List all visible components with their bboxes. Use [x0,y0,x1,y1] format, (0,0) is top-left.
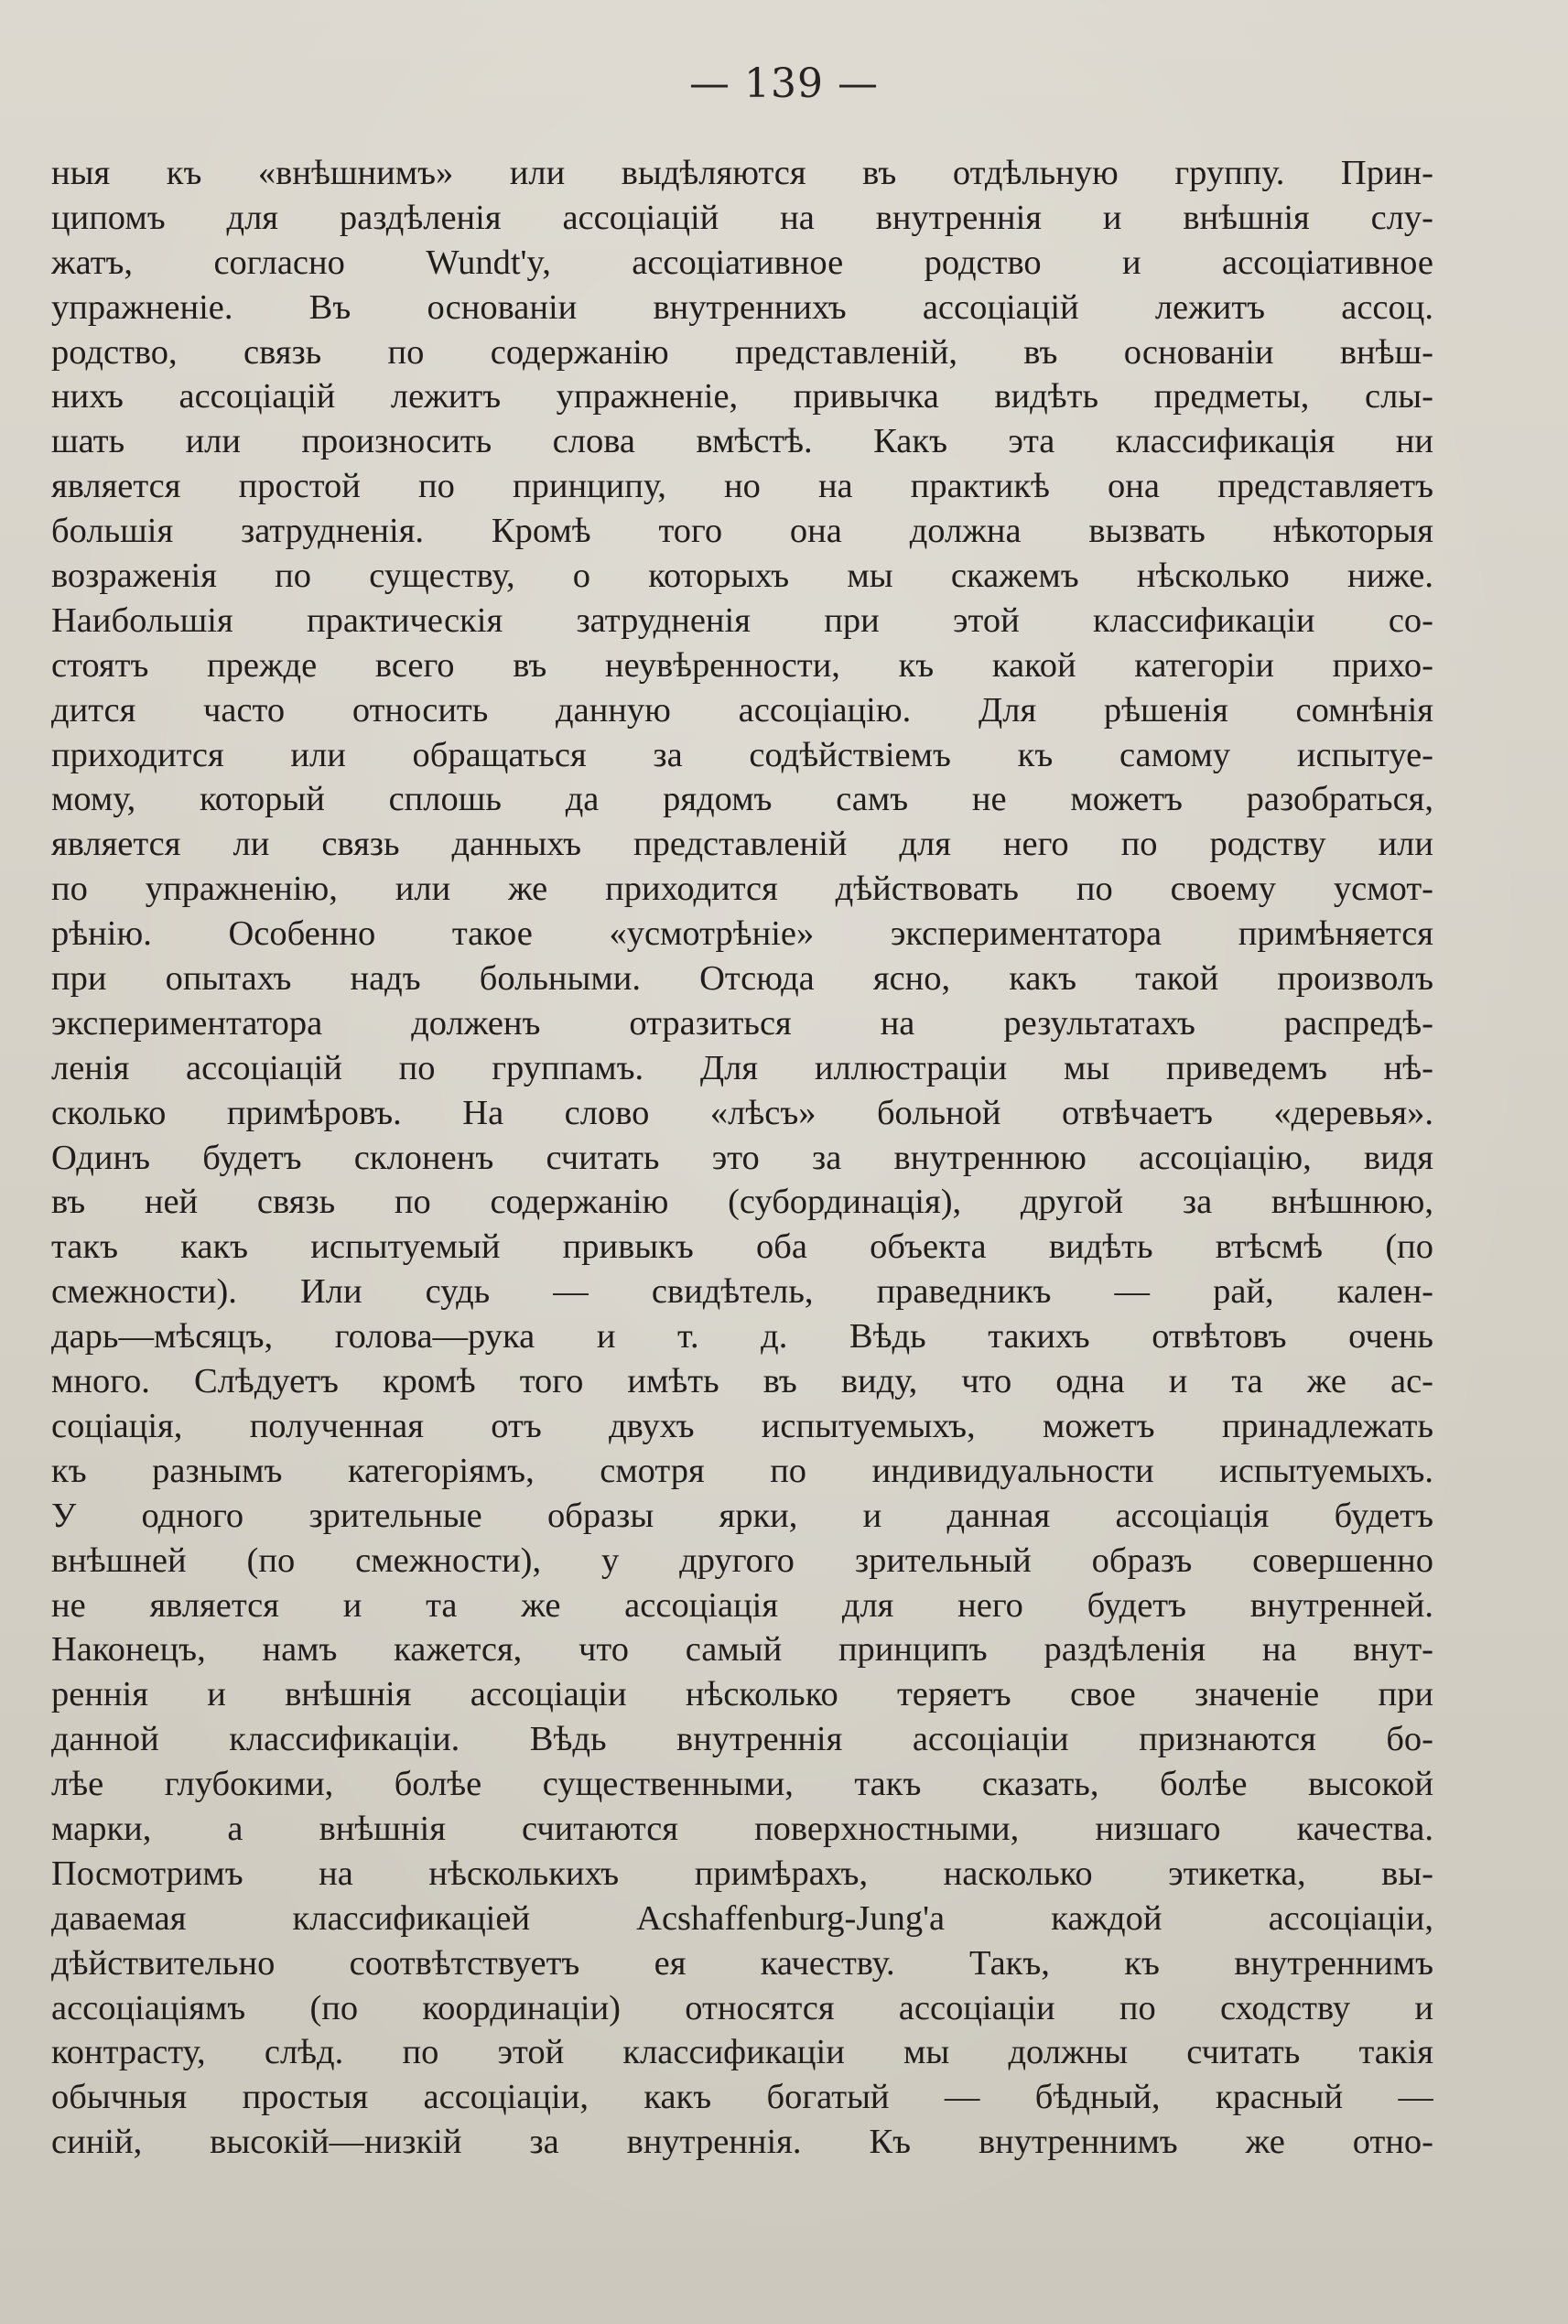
text-line: родство, связь по содержанію представленій, въ основаніи внѣш- [51,332,1433,372]
text-line: реннія и внѣшнія ассоціаціи нѣсколько теряетъ свое значеніе при [51,1675,1433,1714]
text-line: синій, высокій—низкій за внутреннія. Къ внутреннимъ же отно- [51,2123,1433,2162]
text-line: является ли связь данныхъ представленій для него по родству или [51,825,1433,864]
text-line: ципомъ для раздѣленія ассоціацій на внутреннія и внѣшнія слу- [51,198,1433,237]
text-line: приходится или обращаться за содѣйствіемъ къ самому испытуе- [51,735,1433,774]
page-number: — 139 — [689,60,879,107]
text-line: марки, а внѣшнія считаются поверхностными, низшаго качества. [51,1809,1433,1848]
text-line: нихъ ассоціацій лежитъ упражненіе, привычка видѣть предметы, слы- [51,377,1433,416]
text-line: обычныя простыя ассоціаціи, какъ богатый — бѣдный, красный — [51,2078,1433,2117]
text-line: даваемая классификаціей Acshaffenburg-Jung'a каждой ассоціаціи, [51,1898,1433,1938]
text-line: стоятъ прежде всего въ неувѣренности, къ какой категоріи прихо- [51,645,1433,685]
text-line: сколько примѣровъ. На слово «лѣсъ» больной отвѣчаетъ «деревья». [51,1093,1433,1132]
text-line: въ ней связь по содержанію (субординація), другой за внѣшнюю, [51,1183,1433,1222]
text-line: Одинъ будетъ склоненъ считать это за внутреннюю ассоціацію, видя [51,1138,1433,1177]
text-line: внѣшней (по смежности), у другого зрительный образъ совершенно [51,1540,1433,1580]
text-line: къ разнымъ категоріямъ, смотря по индивидуальности испытуемыхъ. [51,1451,1433,1490]
text-line: Наконецъ, намъ кажется, что самый принципъ раздѣленія на внут- [51,1630,1433,1670]
page-body-text [51,151,1433,2165]
text-line: является простой по принципу, но на практикѣ она представляетъ [51,467,1433,506]
text-line: ассоціаціямъ (по координаціи) относятся ассоціаціи по сходству и [51,1988,1433,2027]
text-line: рѣнію. Особенно такое «усмотрѣніе» экспериментатора примѣняется [51,914,1433,954]
text-line: экспериментатора долженъ отразиться на результатахъ распредѣ- [51,1003,1433,1043]
text-line: У одного зрительные образы ярки, и данная ассоціація будетъ [51,1496,1433,1535]
text-line: дится часто относить данную ассоціацію. Для рѣшенія сомнѣнія [51,690,1433,730]
text-line: смежности). Или судь — свидѣтель, праведникъ — рай, кален- [51,1272,1433,1312]
text-line: ныя къ «внѣшнимъ» или выдѣляются въ отдѣльную группу. Прин- [51,154,1433,192]
text-line: по упражненію, или же приходится дѣйствовать по своему усмот- [51,870,1433,909]
text-line: при опытахъ надъ больными. Отсюда ясно, какъ такой произволъ [51,959,1433,999]
text-line: дарь—мѣсяцъ, голова—рука и т. д. Вѣдь такихъ отвѣтовъ очень [51,1317,1433,1357]
text-line: Посмотримъ на нѣсколькихъ примѣрахъ, насколько этикетка, вы- [51,1854,1433,1893]
text-line: такъ какъ испытуемый привыкъ оба объекта видѣть втѣсмѣ (по [51,1227,1433,1267]
text-line: Наибольшія практическія затрудненія при этой классификаціи со- [51,600,1433,640]
text-line: шать или произносить слова вмѣстѣ. Какъ эта классификація ни [51,422,1433,461]
text-line: много. Слѣдуетъ кромѣ того имѣть въ виду, что одна и та же ас- [51,1362,1433,1401]
text-line: большія затрудненія. Кромѣ того она должна вызвать нѣкоторыя [51,512,1433,551]
text-line: упражненіе. Въ основаніи внутреннихъ ассоціацій лежитъ ассоц. [51,287,1433,327]
text-line: ленія ассоціацій по группамъ. Для иллюстраціи мы приведемъ нѣ- [51,1048,1433,1087]
text-line: мому, который сплошь да рядомъ самъ не можетъ разобраться, [51,780,1433,819]
text-line: данной классификаціи. Вѣдь внутреннія ассоціаціи признаются бо- [51,1720,1433,1759]
text-line: лѣе глубокими, болѣе существенными, такъ сказать, болѣе высокой [51,1765,1433,1804]
text-line: жатъ, согласно Wundt'y, ассоціативное родство и ассоціативное [51,243,1433,282]
text-line: возраженія по существу, о которыхъ мы скажемъ нѣсколько ниже. [51,557,1433,596]
text-line: соціація, полученная отъ двухъ испытуемыхъ, можетъ принадлежать [51,1406,1433,1445]
text-line: не является и та же ассоціація для него будетъ внутренней. [51,1585,1433,1625]
text-line: дѣйствительно соотвѣтствуетъ ея качеству. Такъ, къ внутреннимъ [51,1943,1433,1983]
text-line: контрасту, слѣд. по этой классификаціи мы должны считать такія [51,2033,1433,2072]
